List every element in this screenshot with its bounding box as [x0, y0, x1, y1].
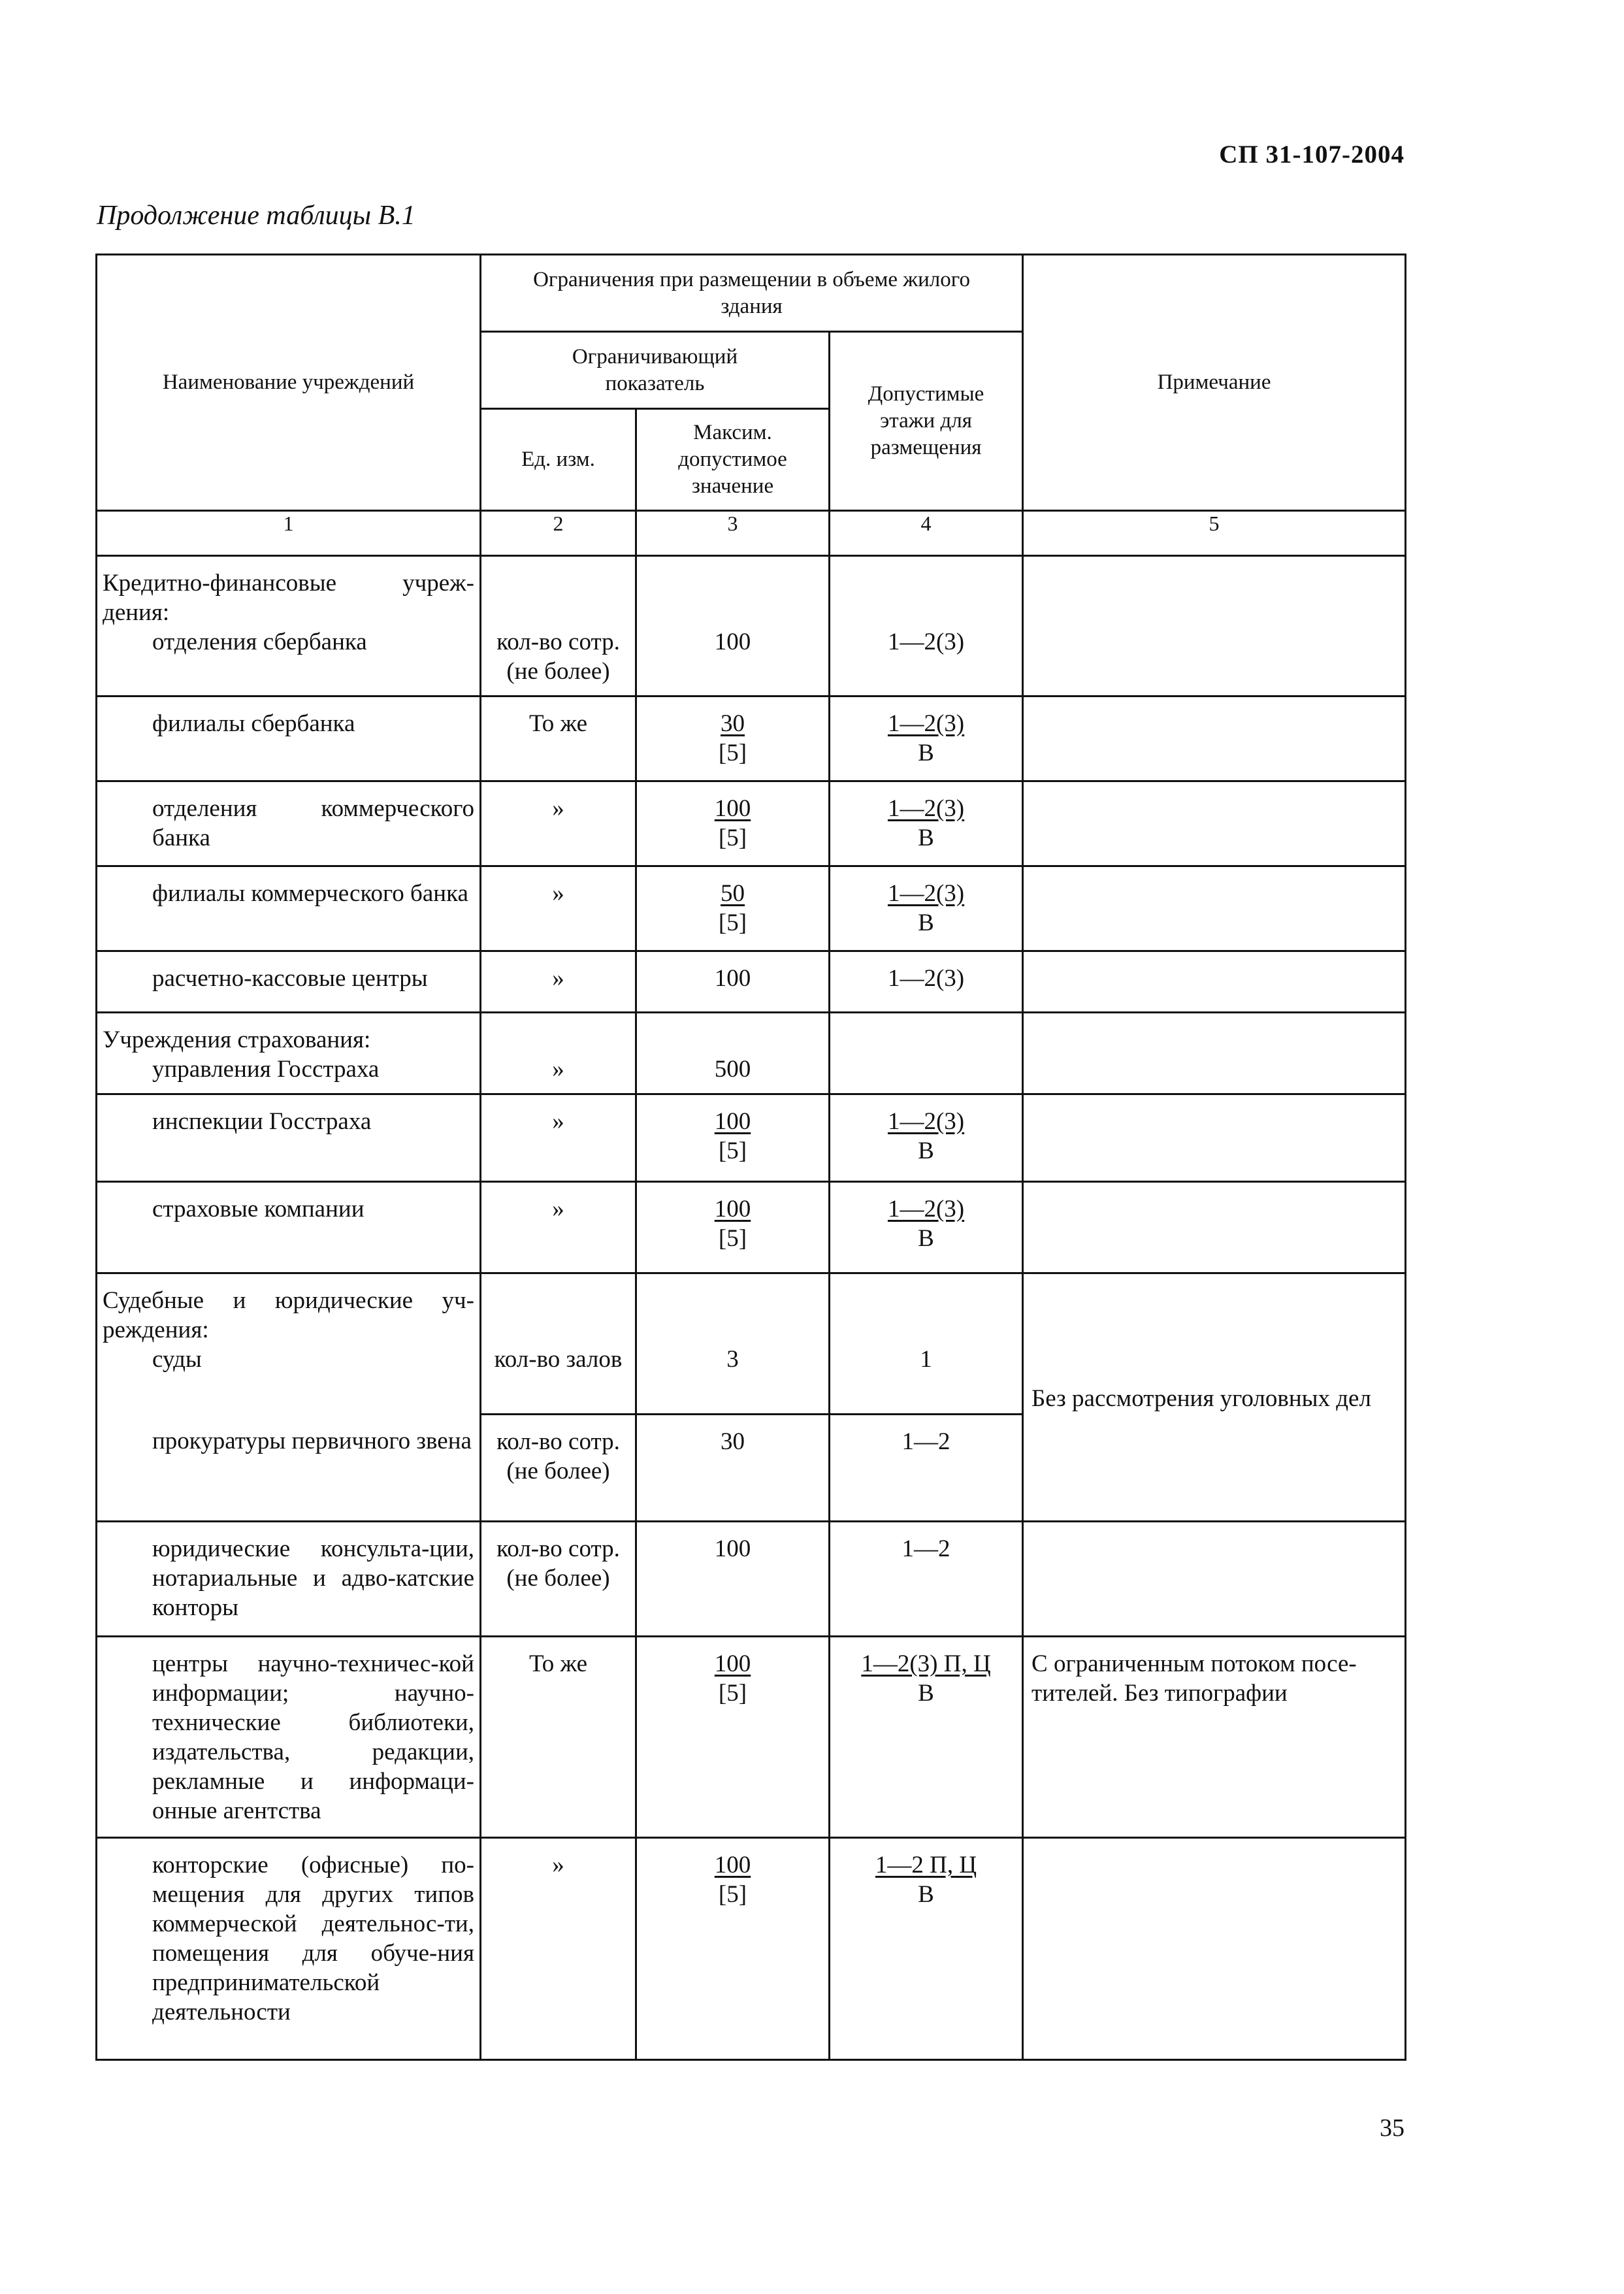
max-value: 100	[714, 1108, 751, 1135]
max-value: 50	[721, 880, 745, 907]
floors-cell: 1—2(3)	[830, 556, 1023, 696]
unit-cell: »	[481, 1094, 636, 1182]
row-name	[97, 1094, 481, 1182]
note-cell	[1023, 781, 1406, 866]
max-value-cell	[636, 1637, 830, 1838]
row-name	[97, 1838, 481, 2060]
row-name	[97, 1013, 481, 1094]
unit-cell: кол-во сотр. (не более)	[481, 1415, 636, 1522]
institution-name: инспекции Госстраха	[152, 1108, 372, 1135]
note-cell: С ограниченным потоком посе-тителей. Без типографии	[1023, 1637, 1406, 1838]
note-cell: Без рассмотрения уголовных дел	[1023, 1273, 1406, 1522]
max-value-cell	[636, 1838, 830, 2060]
row-name	[97, 1273, 481, 1415]
max-value: 100	[714, 1852, 751, 1878]
row-name	[97, 781, 481, 866]
floors-basement: В	[918, 1225, 934, 1252]
header-floors: Допустимые этажи для размещения	[830, 332, 1023, 511]
reference: [5]	[718, 1680, 747, 1707]
header-restrictions: Ограничения при размещении в объеме жилого здания	[481, 255, 1023, 332]
floors-value: 1—2(3)	[887, 1108, 965, 1135]
institution-name: суды	[152, 1346, 202, 1373]
floors-basement: В	[918, 825, 934, 851]
floors-value: 1—2(3)	[887, 880, 965, 907]
max-value-cell: 100	[636, 1522, 830, 1637]
table-row	[97, 781, 1406, 866]
unit-cell: кол-во сотр. (не более)	[481, 556, 636, 696]
institutions-table	[95, 254, 1406, 2061]
unit-cell: То же	[481, 696, 636, 781]
floors-cell: 1—2	[830, 1522, 1023, 1637]
reference: [5]	[718, 1138, 747, 1164]
header-note: Примечание	[1023, 255, 1406, 511]
reference: [5]	[718, 1881, 747, 1908]
floors-value: 1—2(3)	[887, 795, 965, 822]
unit-cell: То же	[481, 1637, 636, 1838]
institution-name: страховые компании	[152, 1196, 365, 1222]
unit-cell: »	[481, 1182, 636, 1273]
row-name	[97, 951, 481, 1013]
table-row	[97, 1637, 1406, 1838]
row-name	[97, 556, 481, 696]
max-value: 100	[714, 795, 751, 822]
unit-cell: кол-во залов	[481, 1273, 636, 1415]
table-row	[97, 1013, 1406, 1094]
floors-cell	[830, 1637, 1023, 1838]
institution-name: отделения коммерческого банка	[152, 795, 474, 851]
reference: [5]	[718, 825, 747, 851]
column-number: 5	[1023, 511, 1406, 556]
reference: [5]	[718, 909, 747, 936]
max-value-cell: 30	[636, 1415, 830, 1522]
institution-name: прокуратуры первичного звена	[152, 1427, 472, 1454]
floors-cell	[830, 696, 1023, 781]
floors-basement: В	[918, 909, 934, 936]
floors-basement: В	[918, 1680, 934, 1707]
unit-cell: »	[481, 951, 636, 1013]
note-cell	[1023, 1838, 1406, 2060]
note-cell	[1023, 696, 1406, 781]
table-row	[97, 556, 1406, 696]
max-value-cell: 100	[636, 951, 830, 1013]
column-numbers-row	[97, 511, 1406, 556]
header-limit: Ограничивающий показатель	[481, 332, 830, 409]
note-cell	[1023, 1094, 1406, 1182]
floors-basement: В	[918, 1881, 934, 1908]
page-number: 35	[1380, 2114, 1405, 2142]
note-cell	[1023, 556, 1406, 696]
row-name	[97, 696, 481, 781]
floors-value: 1—2(3)	[887, 1196, 965, 1222]
table-row	[97, 866, 1406, 951]
institution-name: юридические консульта-ции, нотариальные и адво-катские конторы	[152, 1535, 474, 1621]
table-row	[97, 951, 1406, 1013]
unit-cell: кол-во сотр. (не более)	[481, 1522, 636, 1637]
row-name	[97, 1522, 481, 1637]
institution-name: расчетно-кассовые центры	[152, 965, 428, 992]
max-value: 100	[714, 1650, 751, 1677]
institution-name: филиалы коммерческого банка	[152, 880, 468, 907]
table-row	[97, 1522, 1406, 1637]
max-value-cell	[636, 1182, 830, 1273]
max-value-cell	[636, 866, 830, 951]
max-value: 100	[714, 1196, 751, 1222]
reference: [5]	[718, 740, 747, 766]
table-continuation-caption: Продолжение таблицы В.1	[97, 201, 415, 231]
unit-cell: »	[481, 1838, 636, 2060]
floors-value: 1—2(3)	[887, 710, 965, 737]
column-number: 4	[830, 511, 1023, 556]
floors-value: 1—2(3) П, Ц	[861, 1650, 991, 1677]
row-name	[97, 1415, 481, 1522]
institution-name: центры научно-техничес-кой информации; научно-технические библиотеки, издательства, редакции, рекламные и информаци-онные агентства	[152, 1650, 474, 1824]
floors-cell	[830, 1013, 1023, 1094]
header-unit: Ед. изм.	[481, 409, 636, 511]
institution-name: управления Госстраха	[152, 1056, 380, 1083]
floors-cell	[830, 781, 1023, 866]
unit-cell: »	[481, 866, 636, 951]
floors-cell	[830, 1838, 1023, 2060]
institution-name: филиалы сбербанка	[152, 710, 355, 737]
floors-value: 1—2 П, Ц	[875, 1852, 977, 1878]
note-cell	[1023, 866, 1406, 951]
floors-cell: 1—2(3)	[830, 951, 1023, 1013]
institution-name: конторские (офисные) по-мещения для других типов коммерческой деятельнос-ти, помещения для обуче-ния предпринимательской деятельности	[152, 1852, 474, 2025]
max-value-cell	[636, 1094, 830, 1182]
note-cell	[1023, 1013, 1406, 1094]
column-number: 2	[481, 511, 636, 556]
max-value-cell	[636, 696, 830, 781]
header-max: Максим. допустимое значение	[636, 409, 830, 511]
row-name	[97, 1637, 481, 1838]
note-cell	[1023, 951, 1406, 1013]
unit-cell: »	[481, 1013, 636, 1094]
floors-basement: В	[918, 1138, 934, 1164]
document-code: СП 31-107-2004	[1219, 140, 1405, 169]
note-cell	[1023, 1522, 1406, 1637]
max-value: 30	[721, 710, 745, 737]
floors-cell: 1—2	[830, 1415, 1023, 1522]
floors-cell	[830, 1182, 1023, 1273]
floors-cell	[830, 866, 1023, 951]
note-cell	[1023, 1182, 1406, 1273]
table-row	[97, 1273, 1406, 1415]
floors-basement: В	[918, 740, 934, 766]
max-value-cell: 3	[636, 1273, 830, 1415]
unit-cell: »	[481, 781, 636, 866]
group-title: Кредитно-финансовые учреж-дения:	[103, 570, 474, 626]
group-title: Судебные и юридические уч-реждения:	[103, 1287, 474, 1343]
table-row	[97, 696, 1406, 781]
institution-name: отделения сбербанка	[152, 629, 367, 655]
floors-cell	[830, 1094, 1023, 1182]
floors-cell: 1	[830, 1273, 1023, 1415]
max-value-cell: 100	[636, 556, 830, 696]
row-name	[97, 1182, 481, 1273]
max-value-cell	[636, 781, 830, 866]
table-row	[97, 1838, 1406, 2060]
row-name	[97, 866, 481, 951]
max-value-cell: 500	[636, 1013, 830, 1094]
column-number: 3	[636, 511, 830, 556]
reference: [5]	[718, 1225, 747, 1252]
column-number: 1	[97, 511, 481, 556]
table-row	[97, 1094, 1406, 1182]
table-row	[97, 1182, 1406, 1273]
group-title: Учреждения страхования:	[103, 1026, 371, 1053]
header-name: Наименование учреждений	[97, 255, 481, 511]
